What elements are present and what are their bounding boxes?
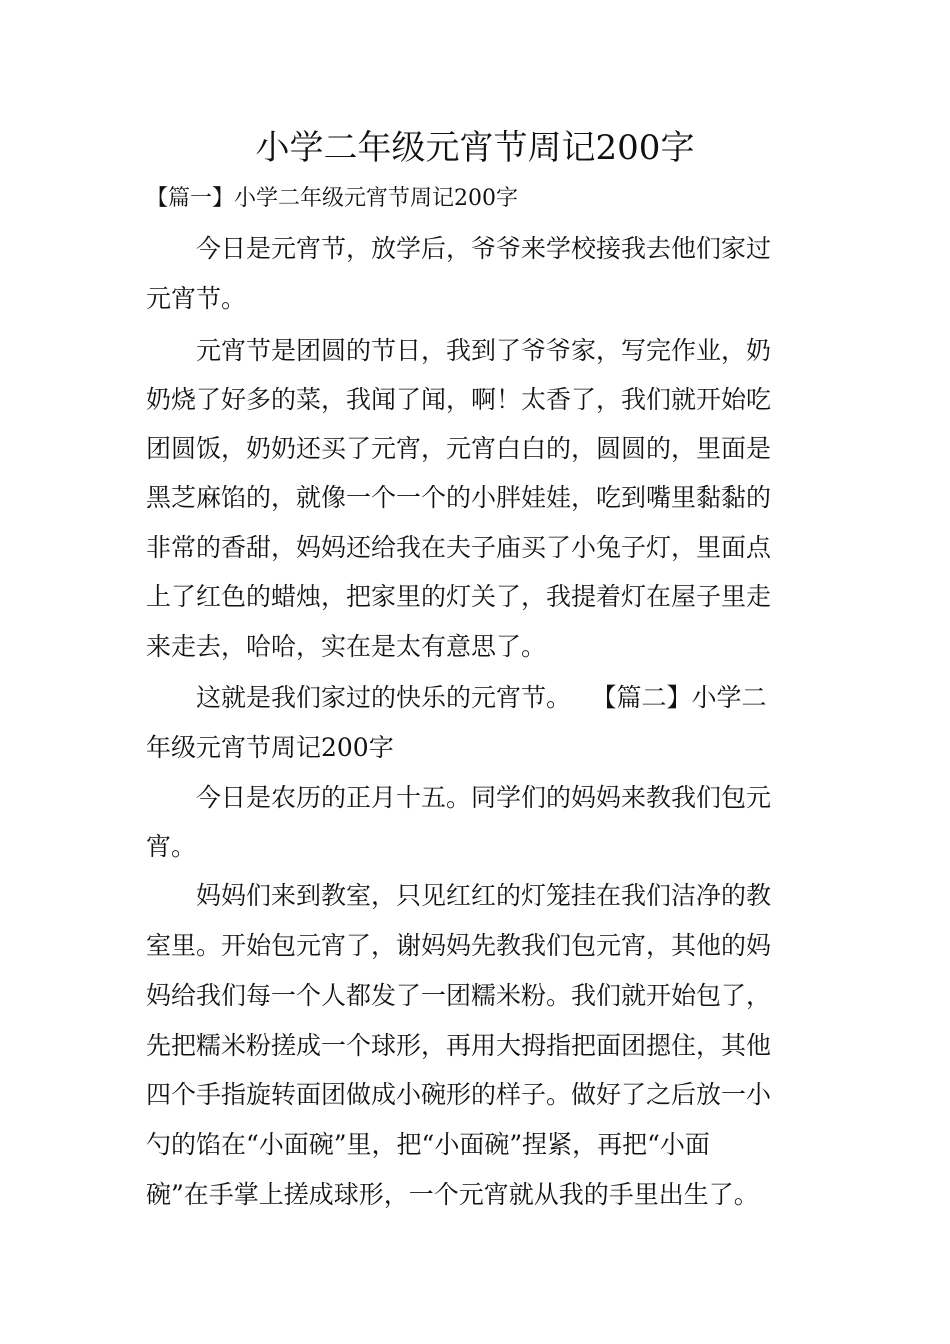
paragraph-line: 这就是我们家过的快乐的元宵节。 【篇二】小学二 [146, 683, 767, 712]
paragraph-line: 妈给我们每一个人都发了一团糯米粉。我们就开始包了， [146, 981, 772, 1010]
paragraph-line: 非常的香甜，妈妈还给我在夫子庙买了小兔子灯，里面点 [146, 533, 772, 562]
paragraph-line: 今日是元宵节，放学后，爷爷来学校接我去他们家过 [146, 234, 772, 263]
paragraph-line: 元宵节。 [146, 284, 247, 313]
paragraph-line: 年级元宵节周记200字 [146, 733, 394, 762]
paragraph-line: 今日是农历的正月十五。同学们的妈妈来教我们包元 [146, 783, 772, 812]
paragraph-line: 四个手指旋转面团做成小碗形的样子。做好了之后放一小 [146, 1080, 772, 1109]
paragraph-line: 宵。 [146, 832, 197, 861]
paragraph-line: 元宵节是团圆的节日，我到了爷爷家，写完作业，奶 [146, 336, 772, 365]
paragraph-line: 先把糯米粉搓成一个球形，再用大拇指把面团摁住，其他 [146, 1031, 772, 1060]
paragraph-line: 上了红色的蜡烛，把家里的灯关了，我提着灯在屋子里走 [146, 582, 772, 611]
paragraph-line: 室里。开始包元宵了，谢妈妈先教我们包元宵，其他的妈 [146, 931, 772, 960]
paragraph-line: 黑芝麻馅的，就像一个一个的小胖娃娃，吃到嘴里黏黏的 [146, 483, 772, 512]
paragraph-line: 勺的馅在“小面碗”里，把“小面碗”捏紧，再把“小面 [146, 1130, 710, 1159]
document-title: 小学二年级元宵节周记200字 [255, 128, 695, 168]
paragraph-line: 碗”在手掌上搓成球形，一个元宵就从我的手里出生了。 [146, 1180, 759, 1209]
section-heading: 【篇一】小学二年级元宵节周记200字 [146, 186, 518, 211]
paragraph-line: 团圆饭，奶奶还买了元宵，元宵白白的，圆圆的，里面是 [146, 434, 772, 463]
paragraph-line: 来走去，哈哈，实在是太有意思了。 [146, 632, 547, 661]
paragraph-line: 妈妈们来到教室，只见红红的灯笼挂在我们洁净的教 [146, 881, 772, 910]
paragraph-line: 奶烧了好多的菜，我闻了闻，啊！太香了，我们就开始吃 [146, 385, 772, 414]
